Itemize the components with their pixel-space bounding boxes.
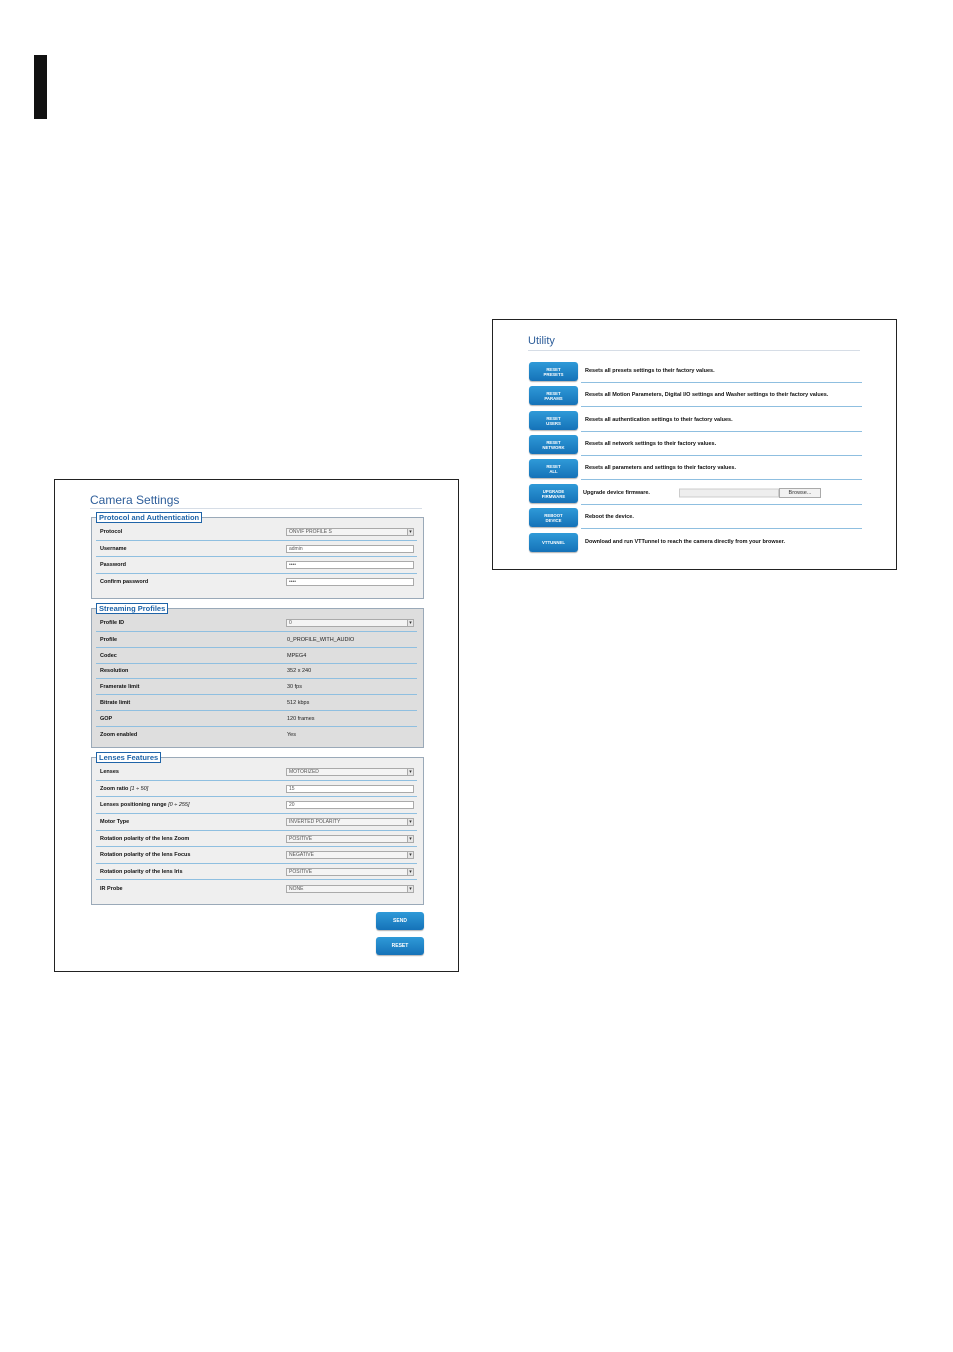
utility-row-reset-params — [529, 383, 862, 407]
protocol-legend: Protocol and Authentication — [96, 512, 202, 523]
reset-params-button[interactable]: RESET PARAMS — [529, 386, 578, 405]
utility-row-reset-network — [529, 432, 862, 456]
reset-all-description: Resets all parameters and settings to their factory values. — [585, 465, 737, 471]
iris-polarity-select[interactable]: POSITIVE ▾ — [286, 868, 414, 876]
bitrate-label: Bitrate limit — [100, 699, 131, 706]
protocol-label: Protocol — [100, 529, 123, 535]
row-divider — [581, 479, 862, 480]
lens-range-hint: [0 ÷ 255] — [168, 802, 190, 808]
ir-probe-label: IR Probe — [100, 885, 123, 892]
framerate-row — [96, 679, 417, 695]
reboot-device-button[interactable]: REBOOT DEVICE — [529, 508, 578, 527]
utility-row-reset-users — [529, 408, 862, 432]
focus-polarity-row — [96, 847, 417, 864]
profile-value: 0_PROFILE_WITH_AUDIO — [287, 636, 355, 643]
username-label: Username — [100, 545, 127, 552]
profile-id-label: Profile ID — [100, 620, 125, 626]
reset-network-button[interactable]: RESET NETWORK — [529, 435, 578, 454]
motor-type-row — [96, 814, 417, 831]
iris-polarity-label: Rotation polarity of the lens Iris — [100, 868, 183, 875]
utility-row-reset-presets — [529, 359, 862, 383]
lenses-select[interactable]: MOTORIZED ▾ — [286, 768, 414, 776]
firmware-file-field[interactable] — [679, 489, 779, 498]
password-row — [96, 557, 417, 574]
lenses-label: Lenses — [100, 769, 119, 775]
framerate-label: Framerate limit — [100, 683, 140, 690]
reboot-device-description: Reboot the device. — [585, 514, 634, 520]
bitrate-row — [96, 695, 417, 711]
confirm-password-input[interactable]: •••• — [286, 578, 414, 586]
ir-probe-row — [96, 880, 417, 897]
focus-polarity-label: Rotation polarity of the lens Focus — [100, 852, 191, 858]
password-label: Password — [100, 562, 126, 568]
zoom-ratio-hint: [1 ÷ 50] — [129, 785, 149, 792]
utility-row-reboot-device — [529, 505, 862, 529]
upgrade-firmware-button[interactable]: UPGRADE FIRMWARE — [529, 484, 578, 503]
lenses-legend: Lenses Features — [96, 752, 161, 763]
profile-row — [96, 632, 417, 648]
ir-probe-select[interactable]: NONE ▾ — [286, 885, 414, 893]
codec-row — [96, 648, 417, 664]
camera-settings-title: Camera Settings — [90, 493, 180, 507]
reset-button[interactable]: RESET — [376, 937, 424, 955]
reset-presets-description: Resets all presets settings to their factory values. — [585, 368, 715, 374]
resolution-value: 352 x 240 — [287, 668, 312, 674]
zoom-polarity-select[interactable]: POSITIVE ▾ — [286, 835, 414, 843]
gop-row — [96, 711, 417, 727]
reset-network-description: Resets all network settings to their factory values. — [585, 441, 717, 447]
codec-value: MPEG4 — [287, 652, 307, 659]
gop-value: 120 frames — [287, 715, 315, 722]
protocol-row — [96, 524, 417, 541]
profile-id-row — [96, 615, 417, 632]
codec-label: Codec — [100, 652, 117, 659]
title-divider — [90, 508, 422, 509]
title-divider — [528, 350, 860, 351]
utility-row-reset-all — [529, 456, 862, 480]
utility-row-vttunnel — [529, 530, 862, 554]
iris-polarity-row — [96, 864, 417, 880]
row-divider — [581, 528, 862, 529]
motor-type-select[interactable]: INVERTED POLARITY ▾ — [286, 818, 414, 826]
vttunnel-description: Download and run VTTunnel to reach the camera directly from your browser. — [585, 539, 786, 545]
reset-users-button[interactable]: RESET USERS — [529, 411, 578, 430]
zoom-ratio-label: Zoom ratio [1 ÷ 50] — [100, 785, 149, 792]
reset-all-button[interactable]: RESET ALL — [529, 459, 578, 478]
gop-label: GOP — [100, 715, 113, 722]
framerate-value: 30 fps — [287, 683, 302, 690]
lens-range-input[interactable]: 20 — [286, 801, 414, 809]
utility-title: Utility — [528, 335, 555, 347]
password-input[interactable]: •••• — [286, 561, 414, 569]
vttunnel-button[interactable]: VTTUNNEL — [529, 533, 578, 552]
camera-settings-panel — [54, 479, 459, 972]
zoom-ratio-input[interactable]: 15 — [286, 785, 414, 793]
resolution-label: Resolution — [100, 668, 129, 674]
motor-type-label: Motor Type — [100, 819, 130, 825]
bitrate-value: 512 kbps — [287, 699, 310, 706]
resolution-row — [96, 664, 417, 679]
reset-presets-button[interactable]: RESET PRESETS — [529, 362, 578, 381]
username-input[interactable]: admin — [286, 545, 414, 553]
zoom-enabled-value: Yes — [287, 732, 296, 738]
streaming-legend: Streaming Profiles — [96, 603, 168, 614]
reset-users-description: Resets all authentication settings to their factory values. — [585, 417, 733, 423]
utility-panel — [492, 319, 897, 570]
zoom-polarity-label: Rotation polarity of the lens Zoom — [100, 835, 190, 842]
profile-label: Profile — [100, 636, 118, 643]
confirm-password-label: Confirm password — [100, 579, 149, 585]
zoom-polarity-row — [96, 831, 417, 847]
lens-range-row — [96, 797, 417, 814]
confirm-password-row — [96, 574, 417, 590]
section-marker-bar — [34, 55, 47, 119]
reset-params-description: Resets all Motion Parameters, Digital I/O settings and Washer settings to their factory values. — [585, 392, 829, 398]
focus-polarity-select[interactable]: NEGATIVE ▾ — [286, 851, 414, 859]
zoom-enabled-row — [96, 727, 417, 743]
zoom-enabled-label: Zoom enabled — [100, 732, 138, 738]
lenses-row — [96, 764, 417, 781]
browse-button[interactable]: Browse... — [779, 488, 821, 498]
zoom-ratio-row — [96, 781, 417, 797]
username-row — [96, 541, 417, 557]
lenses-fieldset — [91, 753, 424, 905]
lens-range-label: Lenses positioning range [0 ÷ 255] — [100, 802, 190, 808]
profile-id-select[interactable]: 0 ▾ — [286, 619, 414, 627]
send-button[interactable]: SEND — [376, 912, 424, 930]
row-divider — [581, 406, 862, 407]
utility-row-upgrade-firmware — [529, 481, 862, 505]
protocol-fieldset — [91, 513, 424, 599]
protocol-select[interactable]: ONVIF PROFILE S ▾ — [286, 528, 414, 536]
streaming-fieldset — [91, 604, 424, 748]
upgrade-firmware-description: Upgrade device firmware. — [583, 490, 650, 496]
